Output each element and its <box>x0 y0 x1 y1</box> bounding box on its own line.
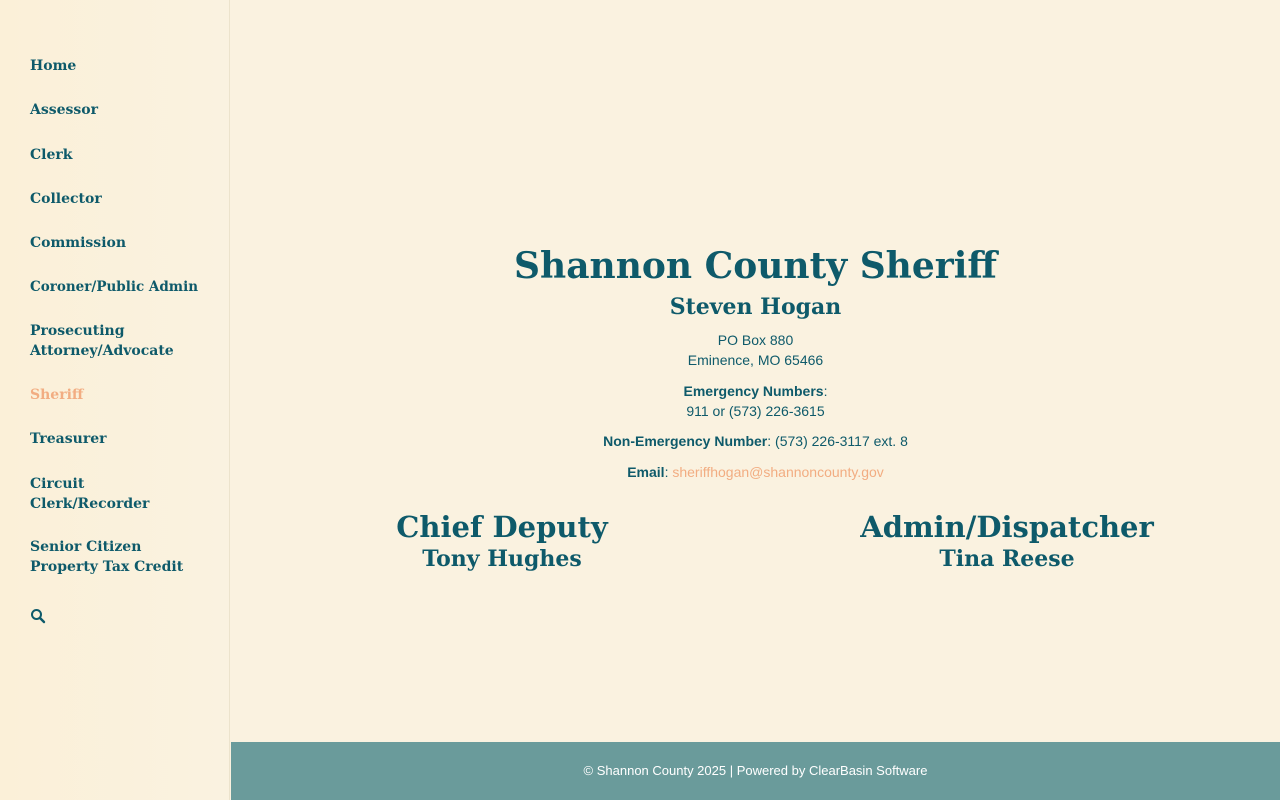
sheriff-name: Steven Hogan <box>669 294 842 320</box>
sidebar-item-coroner-public-admin[interactable]: Coroner/Public Admin <box>30 279 199 295</box>
address-line-1: PO Box 880 <box>717 332 794 348</box>
sidebar-item-sheriff[interactable]: Sheriff <box>30 387 84 403</box>
staff-admin-dispatcher <box>797 509 1217 573</box>
email-line <box>231 462 1280 482</box>
staff-name: Tony Hughes <box>422 546 582 572</box>
emergency-numbers: 911 or (573) 226-3615 <box>686 403 825 419</box>
non-emergency-label: Non-Emergency Number <box>603 433 768 449</box>
sidebar-item-prosecuting-attorney[interactable]: Prosecuting Attorney/Advocate <box>30 323 174 359</box>
sidebar-item-circuit-clerk-recorder[interactable]: Circuit Clerk/Recorder <box>30 476 150 512</box>
sidebar-item-home[interactable]: Home <box>30 58 77 74</box>
email-separator: : <box>664 464 673 480</box>
sidebar-item-assessor[interactable]: Assessor <box>30 102 99 118</box>
emergency-label-line <box>231 381 1280 401</box>
non-emergency-line <box>231 431 1280 451</box>
sidebar-item-collector[interactable]: Collector <box>30 191 102 207</box>
search-icon[interactable] <box>30 608 46 624</box>
sidebar <box>0 0 230 800</box>
staff-role: Admin/Dispatcher <box>860 510 1154 544</box>
main-content <box>231 0 1280 742</box>
footer-text: © Shannon County 2025 | Powered by ClearBasin Software <box>583 763 928 778</box>
staff-role: Chief Deputy <box>396 510 608 544</box>
sidebar-item-clerk[interactable]: Clerk <box>30 147 73 163</box>
email-link[interactable]: sheriffhogan@shannoncounty.gov <box>672 464 884 480</box>
sidebar-item-commission[interactable]: Commission <box>30 235 127 251</box>
address-line-2: Eminence, MO 65466 <box>687 352 824 368</box>
staff-name: Tina Reese <box>939 546 1075 572</box>
emergency-separator: : <box>823 383 828 399</box>
email-label: Email <box>627 464 665 480</box>
emergency-label: Emergency Numbers <box>683 383 824 399</box>
non-emergency-value: : (573) 226-3117 ext. 8 <box>767 433 908 449</box>
sidebar-item-treasurer[interactable]: Treasurer <box>30 431 107 447</box>
sidebar-item-senior-citizen-tax-credit[interactable]: Senior Citizen Property Tax Credit <box>30 539 184 575</box>
footer <box>231 742 1280 800</box>
staff-chief-deputy <box>292 509 712 573</box>
page-title: Shannon County Sheriff <box>514 245 997 287</box>
